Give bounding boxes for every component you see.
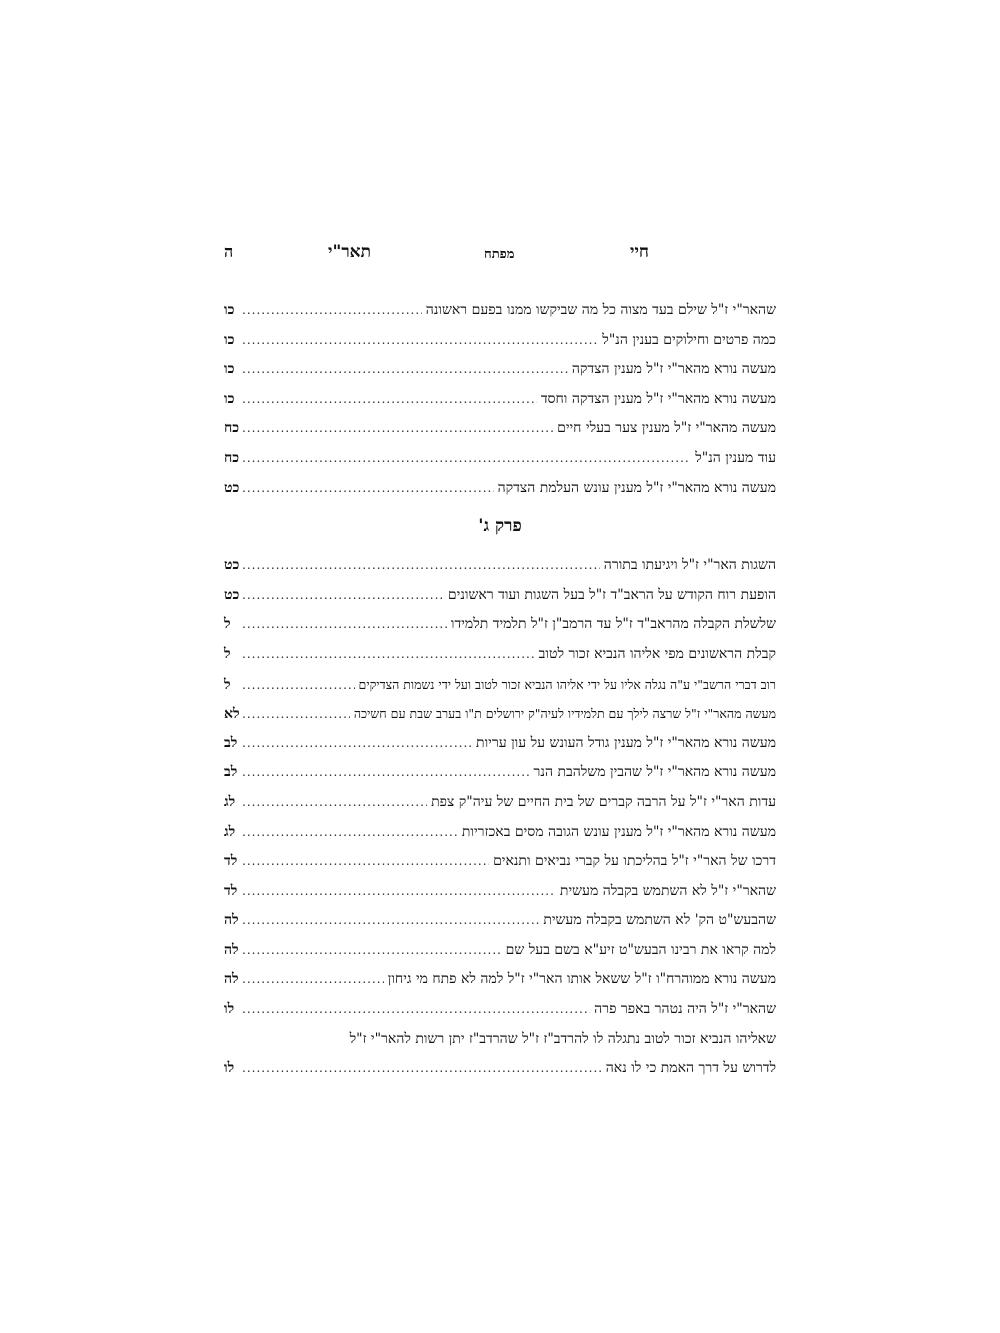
toc-entry-page: לה [224, 941, 239, 958]
toc-entry-page: לו [224, 1001, 235, 1018]
toc-entry-text: מעשה מהאר"י ז"ל שרצה לילך עם תלמידיו לעיה"ק ירושלים ת"ו בערב שבת עם חשיכה [353, 706, 776, 722]
toc-entry-text: דרכו של האר"י ז"ל בהליכתו על קברי נביאים ותנאים [493, 853, 776, 870]
toc-entry-page: לג [224, 823, 236, 840]
toc-entry [224, 818, 776, 848]
toc-entry [224, 326, 776, 356]
leader-dots [242, 385, 537, 415]
toc-entry [224, 385, 776, 415]
toc-entry-text: כמה פרטים וחילוקים בענין הנ"ל [602, 331, 776, 348]
toc-entry-page: לה [224, 912, 239, 929]
toc-entry-continued [224, 1025, 776, 1055]
toc-entry-page: לד [224, 882, 238, 899]
toc-entry-text: מעשה מהאר"י ז"ל מענין צער בעלי חיים [557, 420, 776, 437]
toc-entry [224, 296, 776, 326]
toc-entry-text: למה קראו את רבינו הבעש"ט זיע"א בשם בעל שם [505, 941, 776, 958]
toc-entry-page: כו [224, 390, 235, 407]
toc-entry-page: כח [224, 449, 240, 466]
toc-entry [224, 551, 776, 581]
toc-entry [224, 788, 776, 818]
leader-dots [242, 414, 553, 444]
leader-dots [242, 877, 556, 907]
toc-entry-text: מעשה נורא מהאר"י ז"ל מענין הצדקה וחסד [540, 390, 776, 407]
toc-entry [224, 1054, 776, 1084]
toc-entry-page: לא [224, 706, 240, 723]
leader-dots [242, 788, 427, 818]
toc-entry-page: לג [224, 793, 236, 810]
running-header [224, 242, 780, 270]
leader-dots [242, 581, 444, 611]
toc-entry-page: כו [224, 331, 235, 348]
leader-dots [242, 474, 494, 504]
toc-entry-text: שלשלת הקבלה מהראב"ד ז"ל עד הרמב"ן ז"ל תלמיד תלמידו [450, 616, 776, 633]
toc-entry-page: ל [224, 616, 231, 633]
chapter-heading: פרק ג' [478, 516, 522, 537]
toc-entry [224, 640, 776, 670]
leader-dots [242, 700, 350, 730]
leader-dots [242, 610, 447, 640]
toc-entry-text: רוב דברי הרשב"י ע"ה נגלה אליו על ידי אליהו הנביא זכור לטוב ועל ידי נשמות הצדיקים [358, 676, 776, 692]
toc-entry-page: כט [224, 557, 240, 574]
leader-dots [242, 444, 691, 474]
toc-entry-text: עוד מענין הנ"ל [695, 449, 776, 466]
toc-entry-page: כט [224, 586, 240, 603]
toc-entry [224, 936, 776, 966]
toc-entry-text: מעשה נורא מהאר"י ז"ל מענין הצדקה [571, 361, 776, 378]
toc-entry [224, 474, 776, 504]
leader-dots [242, 936, 502, 966]
toc-entry-page: כו [224, 361, 235, 378]
toc-group-1 [224, 296, 776, 503]
toc-entry-page: לב [224, 734, 238, 751]
leader-dots [242, 758, 530, 788]
toc-entry [224, 355, 776, 385]
header-page-letter: ה [224, 242, 234, 261]
toc-entry [224, 847, 776, 877]
toc-entry-page: ל [224, 645, 231, 662]
toc-entry-text: עדות האר"י ז"ל על הרבה קברים של בית החיים של עיה"ק צפת [431, 793, 776, 810]
toc-entry-text: שהאר"י ז"ל שילם בעד מצוה כל מה שביקשו ממנו בפעם ראשונה [425, 302, 776, 318]
toc-entry-text: מעשה נורא מהאר"י ז"ל מענין גודל העונש על עון עריות [476, 734, 776, 751]
toc-entry-text-line1: שאליהו הנביא זכור לטוב נתגלה לו להרדב"ז ז"ל שהרדב"ז יתן רשות להאר"י ז"ל [349, 1030, 776, 1047]
leader-dots [242, 965, 384, 995]
toc-entry-page: לה [224, 971, 239, 988]
toc-entry [224, 758, 776, 788]
toc-entry [224, 699, 776, 729]
toc-entry-page: כח [224, 420, 240, 437]
leader-dots [242, 1054, 602, 1084]
toc-entry-page: כט [224, 479, 240, 496]
leader-dots [242, 551, 600, 581]
leader-dots [242, 729, 472, 759]
table-of-contents [224, 296, 776, 1084]
toc-entry [224, 995, 776, 1025]
toc-group-2 [224, 551, 776, 1025]
toc-entry-text: מעשה נורא ממוהרח"ו ז"ל ששאל אותו האר"י ז"ל למה לא פתח מי גיחון [387, 971, 776, 988]
leader-dots [242, 847, 489, 877]
leader-dots [242, 640, 535, 670]
toc-entry [224, 729, 776, 759]
toc-entry [224, 610, 776, 640]
header-middle-label: מפתח [484, 247, 515, 262]
toc-entry-text: שהאר"י ז"ל היה נטהר באפר פרה [594, 1001, 776, 1018]
toc-entry [224, 581, 776, 611]
toc-entry-text: מעשה נורא מהאר"י ז"ל מענין עונש העלמת הצדקה [497, 479, 776, 496]
header-book-title: חיי [630, 242, 649, 262]
toc-entry-text: השגות האר"י ז"ל ויגיעתו בתורה [603, 557, 776, 574]
toc-entry-text: מעשה נורא מהאר"י ז"ל שהבין משלהבת הנר [533, 764, 776, 781]
toc-entry-page: ל [224, 676, 231, 693]
leader-dots [242, 326, 598, 356]
toc-entry [224, 444, 776, 474]
toc-entry [224, 414, 776, 444]
toc-entry-text-line2: לדרוש על דרך האמת כי לו נאה [605, 1060, 776, 1077]
leader-dots [242, 818, 458, 848]
toc-entry-text: שהבעש"ט הק' לא השתמש בקבלה מעשית [543, 912, 776, 929]
toc-entry-page: כו [224, 302, 235, 318]
toc-entry-text: הופעת רוח הקודש על הראב"ד ז"ל בעל השגות ועוד ראשונים [447, 586, 776, 603]
toc-entry-text: מעשה נורא מהאר"י ז"ל מענין עונש הגובה מסים באכזריות [461, 823, 776, 840]
leader-dots [242, 906, 539, 936]
toc-entry-page: לו [224, 1060, 235, 1077]
leader-dots [242, 995, 590, 1025]
toc-entry [224, 670, 776, 700]
toc-entry [224, 965, 776, 995]
toc-entry-text: שהאר"י ז"ל לא השתמש בקבלה מעשית [559, 882, 776, 899]
toc-entry-text: קבלת הראשונים מפי אליהו הנביא זכור לטוב [538, 645, 776, 662]
leader-dots [242, 296, 422, 326]
leader-dots [242, 671, 355, 701]
toc-entry [224, 906, 776, 936]
toc-entry-page: לד [224, 853, 238, 870]
header-section-title: תאר"י [328, 242, 371, 262]
leader-dots [242, 355, 568, 385]
toc-entry [224, 877, 776, 907]
toc-entry-page: לב [224, 764, 238, 781]
